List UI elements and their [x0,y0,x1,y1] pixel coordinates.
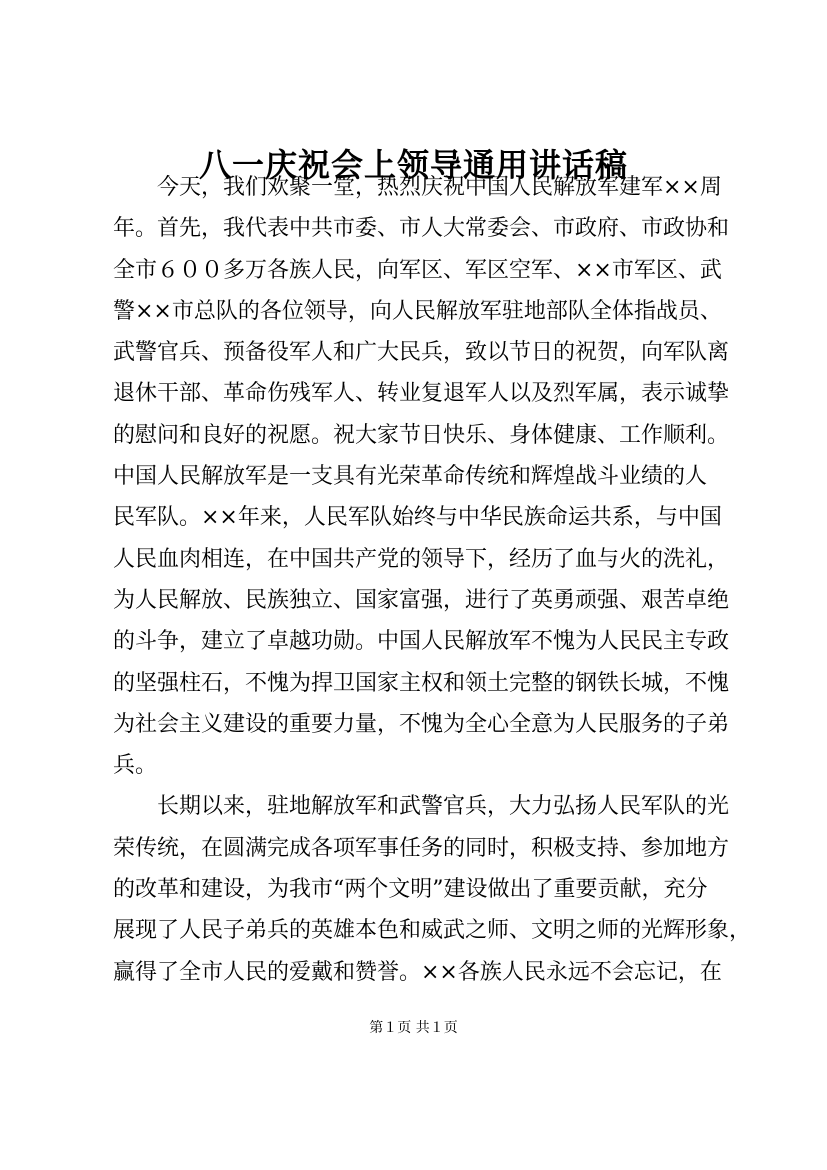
paragraph-line: 为社会主义建设的重要力量，不愧为全心全意为人民服务的子弟 [113,711,730,737]
paragraph-line: 今天，我们欢聚一堂，热烈庆祝中国人民解放军建军××周 [113,175,722,200]
document-body [113,167,752,993]
paragraph-line: 的坚强柱石，不愧为捍卫国家主权和领土完整的钢铁长城，不愧 [113,670,730,696]
paragraph-line: 赢得了全市人民的爱戴和赞誉。××各族人民永远不会忘记，在 [113,959,722,985]
paragraph-line: 的斗争，建立了卓越功勋。中国人民解放军不愧为人民民主专政 [113,629,730,655]
paragraph-1 [113,167,738,786]
paragraph-line: 全市６００多万各族人民，向军区、军区空军、××市军区、武 [113,257,722,283]
paragraph-line: 展现了人民子弟兵的英雄本色和威武之师、文明之师的光辉形象， [113,918,752,944]
paragraph-line: 退休干部、革命伤残军人、转业复退军人以及烈军属，表示诚挚 [113,381,730,407]
paragraph-line: 中国人民解放军是一支具有光荣革命传统和辉煌战斗业绩的人 [113,464,708,490]
paragraph-line: 的慰问和良好的祝愿。祝大家节日快乐、身体健康、工作顺利。 [113,422,730,448]
paragraph-line: 武警官兵、预备役军人和广大民兵，致以节日的祝贺，向军队离 [113,340,730,366]
paragraph-2 [113,786,752,992]
paragraph-line: 荣传统，在圆满完成各项军事任务的同时，积极支持、参加地方 [113,835,730,861]
paragraph-line: 长期以来，驻地解放军和武警官兵，大力弘扬人民军队的光 [113,794,730,820]
paragraph-line: 兵。 [113,753,158,779]
document-title: 八一庆祝会上领导通用讲话稿 [198,146,628,184]
paragraph-line: 为人民解放、民族独立、国家富强，进行了英勇顽强、艰苦卓绝 [113,587,730,613]
paragraph-line: 的改革和建设，为我市“两个文明”建设做出了重要贡献，充分 [113,877,708,903]
paragraph-line: 警××市总队的各位领导，向人民解放军驻地部队全体指战员、 [113,298,722,324]
paragraph-line: 民军队。××年来，人民军队始终与中华民族命运共系，与中国 [113,505,722,531]
paragraph-line: 年。首先，我代表中共市委、市人大常委会、市政府、市政协和 [113,216,730,242]
paragraph-line: 人民血肉相连，在中国共产党的领导下，经历了血与火的洗礼， [113,546,730,572]
page-number-footer: 第１页 共１页 [369,1020,458,1036]
